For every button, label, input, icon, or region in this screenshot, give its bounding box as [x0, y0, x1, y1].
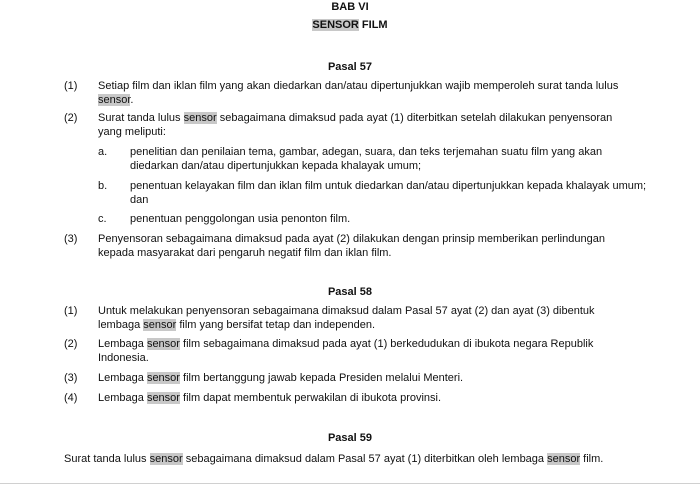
ayat-text: Lembaga sensor film sebagaimana dimaksud pada ayat (1) berkedudukan di ibukota negara Republik Indonesia.	[98, 338, 594, 364]
item-text: penentuan penggolongan usia penonton film.	[130, 213, 351, 225]
page-divider	[0, 483, 700, 484]
ayat-number: (3)	[64, 372, 78, 384]
highlighted-term: sensor	[149, 453, 183, 465]
ayat-text: Penyensoran sebagaimana dimaksud pada ayat (2) dilakukan dengan prinsip memberikan perlindungan kepada masyarakat dari pengaruh negatif film dan iklan film.	[98, 233, 605, 259]
ayat-number: (1)	[64, 80, 78, 92]
ayat-number: (2)	[64, 338, 78, 350]
item-text: penelitian dan penilaian tema, gambar, adegan, suara, dan teks terjemahan suatu film yang akan diedarkan dan/atau dipertunjukkan kepada khalayak umum;	[130, 146, 603, 172]
chapter-title	[0, 18, 700, 32]
chapter-title-rest: FILM	[358, 19, 388, 31]
highlighted-term: sensor	[98, 94, 131, 106]
highlighted-term: sensor	[146, 392, 180, 404]
item-letter: a.	[98, 146, 108, 158]
pasal-57-heading: Pasal 57	[327, 61, 373, 73]
pasal-58-heading: Pasal 58	[327, 286, 373, 298]
item-letter: c.	[98, 213, 107, 225]
highlighted-term: sensor	[547, 453, 581, 465]
highlighted-term: sensor	[146, 338, 180, 350]
pasal-59-text: Surat tanda lulus sensor sebagaimana dimaksud dalam Pasal 57 ayat (1) diterbitkan oleh lembaga sensor film.	[64, 453, 604, 465]
ayat-text: Untuk melakukan penyensoran sebagaimana dimaksud dalam Pasal 57 ayat (2) dan ayat (3) dibentuk lembaga sensor film yang bersifat tetap dan independen.	[98, 305, 595, 331]
pasal-59-heading: Pasal 59	[327, 432, 373, 444]
ayat-number: (4)	[64, 392, 78, 404]
ayat-text: Setiap film dan iklan film yang akan diedarkan dan/atau dipertunjukkan wajib memperoleh surat tanda lulus sensor.	[98, 80, 619, 106]
item-letter: b.	[98, 180, 108, 192]
highlighted-term: sensor	[143, 319, 177, 331]
ayat-number: (2)	[64, 112, 78, 124]
ayat-text: Lembaga sensor film bertanggung jawab kepada Presiden melalui Menteri.	[98, 372, 464, 384]
chapter-number: BAB VI	[331, 1, 369, 13]
highlighted-term: sensor	[183, 112, 217, 124]
ayat-text: Lembaga sensor film dapat membentuk perwakilan di ibukota provinsi.	[98, 392, 442, 404]
ayat-number: (1)	[64, 305, 78, 317]
ayat-text: Surat tanda lulus sensor sebagaimana dimaksud pada ayat (1) diterbitkan setelah dilakukan penyensoran yang meliputi:	[98, 112, 613, 138]
highlighted-term: sensor	[146, 372, 180, 384]
highlighted-term: SENSOR	[312, 19, 359, 31]
item-text: penentuan kelayakan film dan iklan film untuk diedarkan dan/atau dipertunjukkan kepada khalayak umum; dan	[130, 180, 647, 206]
ayat-number: (3)	[64, 233, 78, 245]
